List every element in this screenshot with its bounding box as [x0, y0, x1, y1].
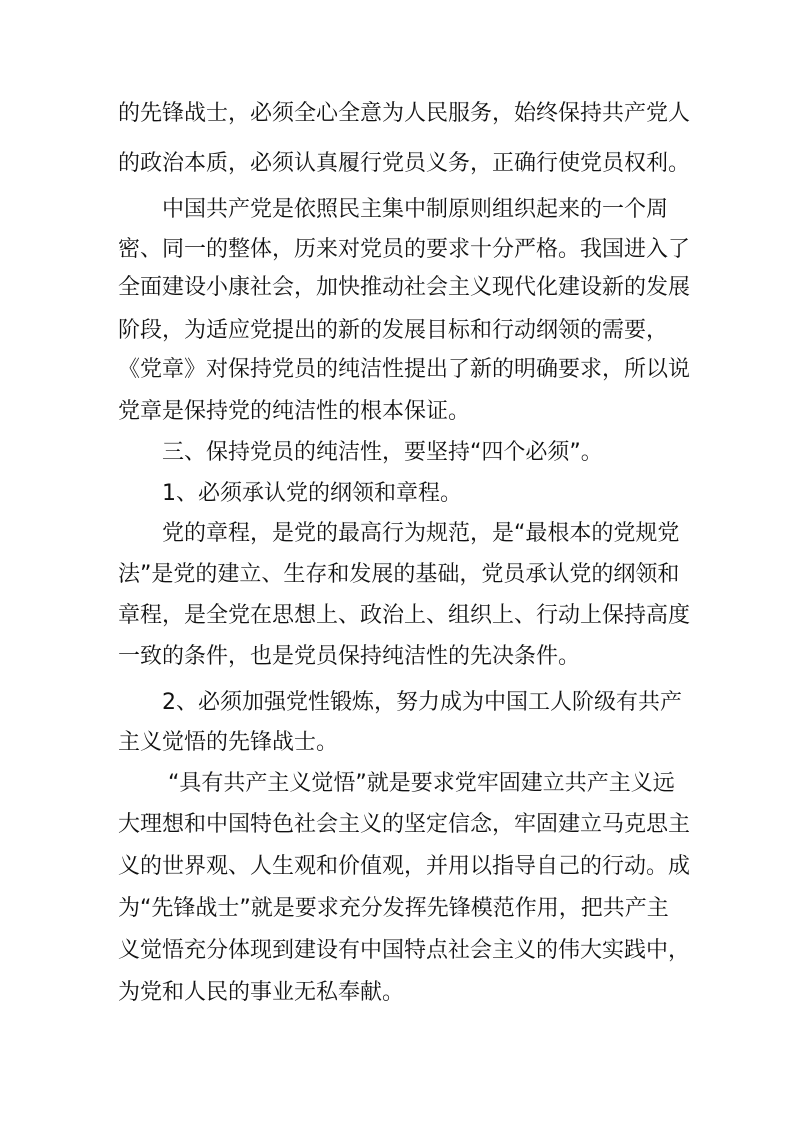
text-line: 的政治本质，必须认真履行党员义务，正确行使党员权利。 — [118, 151, 691, 176]
paragraph-start-line: “具有共产主义觉悟”就是要求党牢固建立共产主义远 — [168, 771, 675, 796]
text-line: 全面建设小康社会，加快推动社会主义现代化建设新的发展 — [118, 275, 691, 300]
text-line: 主义觉悟的先锋战士。 — [118, 730, 339, 755]
text-line: 法”是党的建立、生存和发展的基础，党员承认党的纲领和 — [118, 562, 680, 587]
text-line: 党章是保持党的纯洁性的根本保证。 — [118, 399, 471, 424]
text-line: 密、同一的整体，历来对党员的要求十分严格。我国进入了 — [118, 237, 691, 262]
text-line: 章程，是全党在思想上、政治上、组织上、行动上保持高度 — [118, 603, 691, 628]
paragraph-start-line: 中国共产党是依照民主集中制原则组织起来的一个周 — [162, 197, 669, 222]
text-line: 大理想和中国特色社会主义的坚定信念，牢固建立马克思主 — [118, 812, 691, 837]
text-line: 义的世界观、人生观和价值观，并用以指导自己的行动。成 — [118, 854, 691, 879]
paragraph-start-line: 党的章程，是党的最高行为规范，是“最根本的党规党 — [162, 521, 680, 546]
text-line: 义觉悟充分体现到建设有中国特点社会主义的伟大实践中， — [118, 938, 691, 963]
section-heading: 三、保持党员的纯洁性，要坚持“四个必须”。 — [162, 440, 603, 465]
subsection-heading: 2、必须加强党性锻炼，努力成为中国工人阶级有共产 — [162, 690, 682, 715]
text-line: 为“先锋战士”就是要求充分发挥先锋模范作用，把共产主 — [118, 896, 669, 921]
text-line: 一致的条件，也是党员保持纯洁性的先决条件。 — [118, 644, 581, 669]
text-line: 的先锋战士，必须全心全意为人民服务，始终保持共产党人 — [118, 101, 691, 126]
text-line: 为党和人民的事业无私奉献。 — [118, 980, 405, 1005]
text-line: 《党章》对保持党员的纯洁性提出了新的明确要求，所以说 — [118, 357, 691, 382]
subsection-heading: 1、必须承认党的纲领和章程。 — [162, 481, 462, 506]
text-line: 阶段，为适应党提出的新的发展目标和行动纲领的需要， — [118, 318, 669, 343]
